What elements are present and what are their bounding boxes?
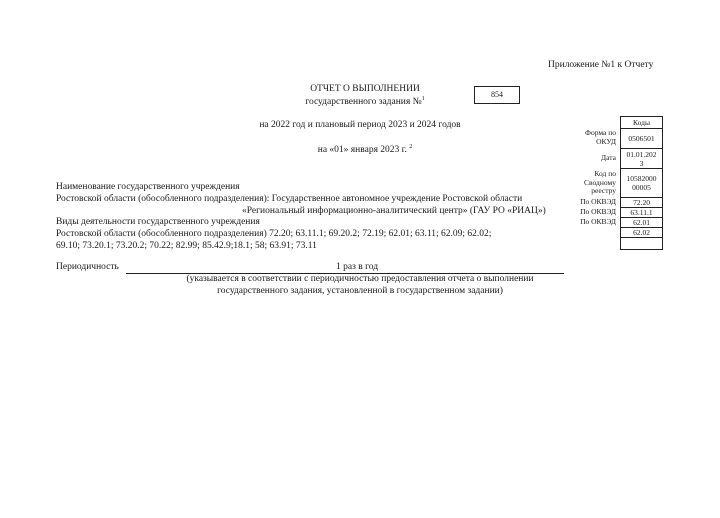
okved-label-3: По ОКВЭД — [580, 217, 616, 226]
okved-label-1: По ОКВЭД — [580, 197, 616, 206]
periodicity-label: Периодичность — [56, 262, 119, 272]
code-okud: 0506501 — [621, 129, 663, 149]
code-date-part2: 3 — [639, 158, 644, 168]
footnote-ref-2: 2 — [409, 144, 413, 150]
footnote-ref-1: 1 — [421, 96, 425, 102]
code-empty — [621, 238, 663, 250]
code-reestr-part2: 00005 — [632, 183, 651, 192]
code-okved-4: 62.02 — [621, 228, 663, 238]
report-title: ОТЧЕТ О ВЫПОЛНЕНИИ — [310, 84, 420, 94]
activity-heading: Виды деятельности государственного учреждения — [56, 217, 260, 227]
reestr-label — [584, 170, 616, 196]
codes-header: Коды — [621, 117, 663, 129]
institution-line-1: Ростовской области (обособленного подразделения): Государственное автономное учреждение Ростовской области — [56, 194, 523, 204]
activity-line-2: 69.10; 73.20.1; 73.20.2; 70.22; 82.99; 85.42.9;18.1; 58; 63.91; 73.11 — [56, 241, 317, 251]
report-subtitle-text: государственного задания № — [305, 97, 422, 108]
periodicity-note-2: государственного задания, установленной в государственном задании) — [217, 286, 503, 296]
periodicity-value: 1 раз в год — [336, 262, 379, 272]
code-okved-1: 72.20 — [621, 198, 663, 208]
code-okved-3: 62.01 — [621, 218, 663, 228]
code-date-part1: 01.01.202 — [626, 149, 657, 159]
date-label: Дата — [601, 153, 616, 162]
code-reestr — [621, 169, 663, 198]
codes-table — [620, 116, 663, 250]
reestr-label-1: Код по — [594, 169, 616, 178]
report-subtitle — [290, 96, 440, 107]
okud-label-2: ОКУД — [596, 136, 616, 146]
report-date-text: на «01» января 2023 г. — [317, 145, 407, 156]
assignment-number: 854 — [474, 86, 520, 104]
appendix-label: Приложение №1 к Отчету — [548, 60, 654, 70]
reestr-label-3: реестру — [591, 186, 616, 195]
report-date — [290, 144, 440, 155]
institution-line-2: «Региональный информационно-аналитический центр» (ГАУ РО «РИАЦ») — [242, 206, 546, 216]
code-reestr-part1: 10582000 — [626, 174, 657, 183]
okved-label-2: По ОКВЭД — [580, 207, 616, 216]
reestr-label-2: Сводному — [584, 177, 616, 187]
code-okved-2: 63.11.1 — [621, 208, 663, 218]
periodicity-note-1: (указывается в соответствии с периодичностью предоставления отчета о выполнении — [186, 274, 534, 284]
okud-label-1: Форма по — [585, 128, 616, 137]
okud-label — [585, 129, 616, 146]
code-date — [621, 149, 663, 169]
activity-line-1: Ростовской области (обособленного подразделения) 72.20; 63.11.1; 69.20.2; 72.19; 62.01; 63.11; 62.09; 62.02; — [56, 229, 492, 239]
institution-heading: Наименование государственного учреждения — [56, 182, 240, 192]
report-period: на 2022 год и плановый период 2023 и 2024 годов — [259, 120, 461, 130]
